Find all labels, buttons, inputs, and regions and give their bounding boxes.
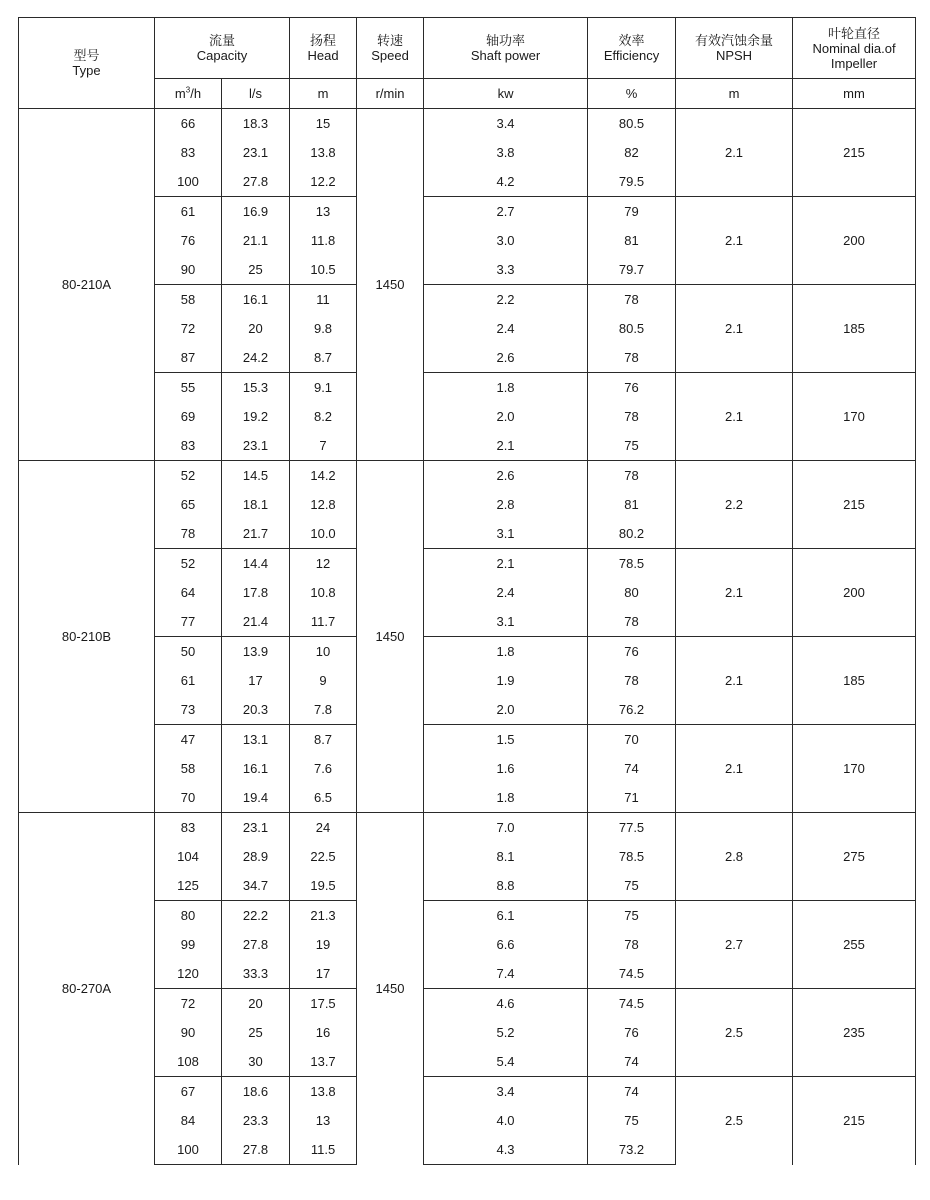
capacity-m3h-cell: 61 [155, 666, 222, 695]
capacity-m3h-cell: 52 [155, 461, 222, 491]
efficiency-cell: 79.7 [588, 255, 676, 285]
head-cell: 14.2 [290, 461, 357, 491]
npsh-cell: 2.5 [676, 989, 793, 1077]
head-cell: 7.8 [290, 695, 357, 725]
efficiency-cell: 81 [588, 490, 676, 519]
shaft-power-cell: 2.4 [424, 578, 588, 607]
capacity-ls-cell: 18.1 [222, 490, 290, 519]
head-cell: 13 [290, 197, 357, 227]
unit-capacity-m3h [155, 79, 222, 109]
header-head [290, 18, 357, 79]
model-type-cell: 80-210B [19, 461, 155, 813]
header-capacity-en: Capacity [196, 48, 248, 63]
impeller-cell: 170 [793, 373, 916, 461]
header-capacity-zh: 流量 [209, 33, 236, 48]
capacity-m3h-cell: 90 [155, 255, 222, 285]
header-impeller-en2: Impeller [830, 55, 878, 71]
header-efficiency-en: Efficiency [603, 48, 660, 63]
shaft-power-cell: 1.8 [424, 783, 588, 813]
capacity-ls-cell: 18.6 [222, 1077, 290, 1107]
table-row [19, 813, 916, 843]
header-type-zh: 型号 [73, 48, 100, 63]
capacity-m3h-cell: 58 [155, 285, 222, 315]
model-type-cell: 80-270A [19, 813, 155, 1165]
efficiency-cell: 80.5 [588, 314, 676, 343]
efficiency-cell: 71 [588, 783, 676, 813]
header-speed-zh: 转速 [377, 33, 404, 48]
shaft-power-cell: 2.0 [424, 402, 588, 431]
capacity-ls-cell: 22.2 [222, 901, 290, 931]
capacity-m3h-cell: 104 [155, 842, 222, 871]
shaft-power-cell: 8.8 [424, 871, 588, 901]
unit-speed: r/min [357, 79, 424, 109]
capacity-ls-cell: 16.1 [222, 754, 290, 783]
header-shaft-power-zh: 轴功率 [486, 33, 526, 48]
shaft-power-cell: 4.2 [424, 167, 588, 197]
capacity-ls-cell: 27.8 [222, 930, 290, 959]
shaft-power-cell: 1.6 [424, 754, 588, 783]
capacity-ls-cell: 20 [222, 989, 290, 1019]
header-impeller-zh: 叶轮直径 [828, 25, 881, 41]
shaft-power-cell: 3.8 [424, 138, 588, 167]
npsh-cell: 2.1 [676, 197, 793, 285]
shaft-power-cell: 7.0 [424, 813, 588, 843]
efficiency-cell: 75 [588, 1106, 676, 1135]
efficiency-cell: 80.2 [588, 519, 676, 549]
capacity-ls-cell: 33.3 [222, 959, 290, 989]
capacity-ls-cell: 17 [222, 666, 290, 695]
efficiency-cell: 79.5 [588, 167, 676, 197]
capacity-m3h-cell: 69 [155, 402, 222, 431]
shaft-power-cell: 3.1 [424, 607, 588, 637]
unit-m3h-sup: 3 [185, 85, 191, 95]
shaft-power-cell: 3.4 [424, 109, 588, 139]
capacity-m3h-cell: 64 [155, 578, 222, 607]
capacity-ls-cell: 14.4 [222, 549, 290, 579]
header-head-zh: 扬程 [310, 33, 337, 48]
efficiency-cell: 78 [588, 666, 676, 695]
npsh-cell: 2.1 [676, 549, 793, 637]
efficiency-cell: 78 [588, 343, 676, 373]
capacity-m3h-cell: 78 [155, 519, 222, 549]
shaft-power-cell: 2.6 [424, 461, 588, 491]
head-cell: 6.5 [290, 783, 357, 813]
capacity-ls-cell: 20 [222, 314, 290, 343]
shaft-power-cell: 4.3 [424, 1135, 588, 1165]
efficiency-cell: 78 [588, 402, 676, 431]
capacity-ls-cell: 27.8 [222, 1135, 290, 1165]
capacity-ls-cell: 21.7 [222, 519, 290, 549]
header-npsh-en: NPSH [715, 48, 753, 63]
unit-m3h-tail: /h [190, 86, 202, 101]
capacity-ls-cell: 15.3 [222, 373, 290, 403]
efficiency-cell: 75 [588, 871, 676, 901]
impeller-cell: 255 [793, 901, 916, 989]
table-body [19, 109, 916, 1165]
pump-performance-table [18, 17, 916, 1165]
capacity-m3h-cell: 52 [155, 549, 222, 579]
npsh-cell: 2.1 [676, 637, 793, 725]
capacity-ls-cell: 16.1 [222, 285, 290, 315]
head-cell: 11.7 [290, 607, 357, 637]
capacity-m3h-cell: 108 [155, 1047, 222, 1077]
header-capacity [155, 18, 290, 79]
header-type [19, 18, 155, 109]
head-cell: 13.8 [290, 138, 357, 167]
header-impeller-en1: Nominal dia.of [812, 40, 896, 56]
header-efficiency [588, 18, 676, 79]
head-cell: 8.7 [290, 343, 357, 373]
header-shaft-power [424, 18, 588, 79]
efficiency-cell: 74 [588, 1077, 676, 1107]
head-cell: 9 [290, 666, 357, 695]
npsh-cell: 2.2 [676, 461, 793, 549]
head-cell: 7.6 [290, 754, 357, 783]
capacity-m3h-cell: 84 [155, 1106, 222, 1135]
capacity-m3h-cell: 70 [155, 783, 222, 813]
unit-head: m [290, 79, 357, 109]
npsh-cell: 2.1 [676, 109, 793, 197]
shaft-power-cell: 1.9 [424, 666, 588, 695]
shaft-power-cell: 1.8 [424, 373, 588, 403]
header-type-en: Type [72, 63, 101, 78]
shaft-power-cell: 5.2 [424, 1018, 588, 1047]
head-cell: 15 [290, 109, 357, 139]
capacity-m3h-cell: 61 [155, 197, 222, 227]
head-cell: 8.2 [290, 402, 357, 431]
impeller-cell: 215 [793, 109, 916, 197]
impeller-cell: 235 [793, 989, 916, 1077]
shaft-power-cell: 3.1 [424, 519, 588, 549]
table-row [19, 461, 916, 491]
shaft-power-cell: 1.5 [424, 725, 588, 755]
head-cell: 12.2 [290, 167, 357, 197]
impeller-cell: 275 [793, 813, 916, 901]
unit-m3h-base: m [174, 86, 186, 101]
head-cell: 12.8 [290, 490, 357, 519]
shaft-power-cell: 6.1 [424, 901, 588, 931]
impeller-cell: 185 [793, 637, 916, 725]
unit-npsh: m [676, 79, 793, 109]
shaft-power-cell: 3.3 [424, 255, 588, 285]
shaft-power-cell: 4.0 [424, 1106, 588, 1135]
header-head-en: Head [307, 48, 339, 63]
header-shaft-power-en: Shaft power [470, 48, 541, 63]
efficiency-cell: 78 [588, 930, 676, 959]
npsh-cell: 2.1 [676, 285, 793, 373]
capacity-ls-cell: 19.2 [222, 402, 290, 431]
table-row [19, 109, 916, 139]
npsh-cell: 2.7 [676, 901, 793, 989]
shaft-power-cell: 1.8 [424, 637, 588, 667]
capacity-m3h-cell: 125 [155, 871, 222, 901]
capacity-ls-cell: 18.3 [222, 109, 290, 139]
capacity-m3h-cell: 76 [155, 226, 222, 255]
efficiency-cell: 76 [588, 1018, 676, 1047]
shaft-power-cell: 2.7 [424, 197, 588, 227]
capacity-m3h-cell: 100 [155, 1135, 222, 1165]
capacity-m3h-cell: 100 [155, 167, 222, 197]
capacity-ls-cell: 13.9 [222, 637, 290, 667]
capacity-m3h-cell: 72 [155, 989, 222, 1019]
capacity-ls-cell: 13.1 [222, 725, 290, 755]
capacity-ls-cell: 23.1 [222, 813, 290, 843]
capacity-m3h-cell: 83 [155, 431, 222, 461]
shaft-power-cell: 2.0 [424, 695, 588, 725]
header-npsh [676, 18, 793, 79]
capacity-m3h-cell: 87 [155, 343, 222, 373]
capacity-ls-cell: 27.8 [222, 167, 290, 197]
shaft-power-cell: 5.4 [424, 1047, 588, 1077]
capacity-ls-cell: 16.9 [222, 197, 290, 227]
capacity-ls-cell: 23.1 [222, 431, 290, 461]
impeller-cell: 185 [793, 285, 916, 373]
efficiency-cell: 76.2 [588, 695, 676, 725]
head-cell: 10.0 [290, 519, 357, 549]
head-cell: 10 [290, 637, 357, 667]
npsh-cell: 2.1 [676, 373, 793, 461]
speed-cell: 1450 [357, 813, 424, 1165]
capacity-ls-cell: 23.1 [222, 138, 290, 167]
shaft-power-cell: 3.0 [424, 226, 588, 255]
capacity-m3h-cell: 99 [155, 930, 222, 959]
capacity-m3h-cell: 65 [155, 490, 222, 519]
speed-cell: 1450 [357, 461, 424, 813]
capacity-m3h-cell: 58 [155, 754, 222, 783]
head-cell: 11 [290, 285, 357, 315]
efficiency-cell: 74 [588, 1047, 676, 1077]
efficiency-cell: 82 [588, 138, 676, 167]
capacity-ls-cell: 19.4 [222, 783, 290, 813]
shaft-power-cell: 8.1 [424, 842, 588, 871]
efficiency-cell: 80 [588, 578, 676, 607]
head-cell: 13.7 [290, 1047, 357, 1077]
efficiency-cell: 78.5 [588, 842, 676, 871]
speed-cell: 1450 [357, 109, 424, 461]
capacity-ls-cell: 20.3 [222, 695, 290, 725]
efficiency-cell: 75 [588, 901, 676, 931]
shaft-power-cell: 4.6 [424, 989, 588, 1019]
unit-capacity-ls: l/s [222, 79, 290, 109]
shaft-power-cell: 6.6 [424, 930, 588, 959]
capacity-m3h-cell: 66 [155, 109, 222, 139]
capacity-ls-cell: 21.1 [222, 226, 290, 255]
capacity-m3h-cell: 50 [155, 637, 222, 667]
capacity-m3h-cell: 73 [155, 695, 222, 725]
head-cell: 8.7 [290, 725, 357, 755]
capacity-ls-cell: 34.7 [222, 871, 290, 901]
capacity-ls-cell: 25 [222, 255, 290, 285]
capacity-m3h-cell: 120 [155, 959, 222, 989]
shaft-power-cell: 2.1 [424, 549, 588, 579]
npsh-cell: 2.1 [676, 725, 793, 813]
efficiency-cell: 79 [588, 197, 676, 227]
impeller-cell: 200 [793, 197, 916, 285]
shaft-power-cell: 2.8 [424, 490, 588, 519]
head-cell: 13 [290, 1106, 357, 1135]
impeller-cell: 170 [793, 725, 916, 813]
header-speed-en: Speed [371, 48, 409, 63]
shaft-power-cell: 2.2 [424, 285, 588, 315]
efficiency-cell: 81 [588, 226, 676, 255]
capacity-m3h-cell: 77 [155, 607, 222, 637]
efficiency-cell: 74.5 [588, 989, 676, 1019]
impeller-cell: 215 [793, 1077, 916, 1165]
capacity-ls-cell: 30 [222, 1047, 290, 1077]
head-cell: 12 [290, 549, 357, 579]
head-cell: 11.8 [290, 226, 357, 255]
capacity-m3h-cell: 67 [155, 1077, 222, 1107]
capacity-ls-cell: 25 [222, 1018, 290, 1047]
shaft-power-cell: 2.6 [424, 343, 588, 373]
efficiency-cell: 77.5 [588, 813, 676, 843]
capacity-m3h-cell: 72 [155, 314, 222, 343]
capacity-ls-cell: 23.3 [222, 1106, 290, 1135]
capacity-ls-cell: 14.5 [222, 461, 290, 491]
efficiency-cell: 75 [588, 431, 676, 461]
head-cell: 22.5 [290, 842, 357, 871]
head-cell: 24 [290, 813, 357, 843]
head-cell: 19.5 [290, 871, 357, 901]
capacity-ls-cell: 21.4 [222, 607, 290, 637]
shaft-power-cell: 2.1 [424, 431, 588, 461]
shaft-power-cell: 3.4 [424, 1077, 588, 1107]
head-cell: 19 [290, 930, 357, 959]
efficiency-cell: 70 [588, 725, 676, 755]
capacity-m3h-cell: 90 [155, 1018, 222, 1047]
impeller-cell: 215 [793, 461, 916, 549]
capacity-m3h-cell: 83 [155, 813, 222, 843]
capacity-m3h-cell: 47 [155, 725, 222, 755]
efficiency-cell: 73.2 [588, 1135, 676, 1165]
capacity-m3h-cell: 80 [155, 901, 222, 931]
head-cell: 16 [290, 1018, 357, 1047]
head-cell: 9.8 [290, 314, 357, 343]
npsh-cell: 2.8 [676, 813, 793, 901]
capacity-ls-cell: 24.2 [222, 343, 290, 373]
model-type-cell: 80-210A [19, 109, 155, 461]
efficiency-cell: 74 [588, 754, 676, 783]
shaft-power-cell: 2.4 [424, 314, 588, 343]
efficiency-cell: 78 [588, 607, 676, 637]
efficiency-cell: 80.5 [588, 109, 676, 139]
unit-impeller: mm [793, 79, 916, 109]
capacity-ls-cell: 17.8 [222, 578, 290, 607]
npsh-cell: 2.5 [676, 1077, 793, 1165]
header-npsh-zh: 有效汽蚀余量 [695, 33, 774, 48]
unit-efficiency: % [588, 79, 676, 109]
head-cell: 10.8 [290, 578, 357, 607]
head-cell: 13.8 [290, 1077, 357, 1107]
head-cell: 9.1 [290, 373, 357, 403]
capacity-m3h-cell: 83 [155, 138, 222, 167]
header-speed [357, 18, 424, 79]
capacity-ls-cell: 28.9 [222, 842, 290, 871]
efficiency-cell: 76 [588, 637, 676, 667]
head-cell: 17 [290, 959, 357, 989]
head-cell: 7 [290, 431, 357, 461]
efficiency-cell: 74.5 [588, 959, 676, 989]
header-efficiency-zh: 效率 [618, 33, 645, 48]
efficiency-cell: 78 [588, 285, 676, 315]
head-cell: 21.3 [290, 901, 357, 931]
impeller-cell: 200 [793, 549, 916, 637]
header-impeller [793, 18, 916, 79]
head-cell: 17.5 [290, 989, 357, 1019]
unit-shaft-power: kw [424, 79, 588, 109]
head-cell: 11.5 [290, 1135, 357, 1165]
capacity-m3h-cell: 55 [155, 373, 222, 403]
shaft-power-cell: 7.4 [424, 959, 588, 989]
efficiency-cell: 78.5 [588, 549, 676, 579]
efficiency-cell: 78 [588, 461, 676, 491]
efficiency-cell: 76 [588, 373, 676, 403]
head-cell: 10.5 [290, 255, 357, 285]
